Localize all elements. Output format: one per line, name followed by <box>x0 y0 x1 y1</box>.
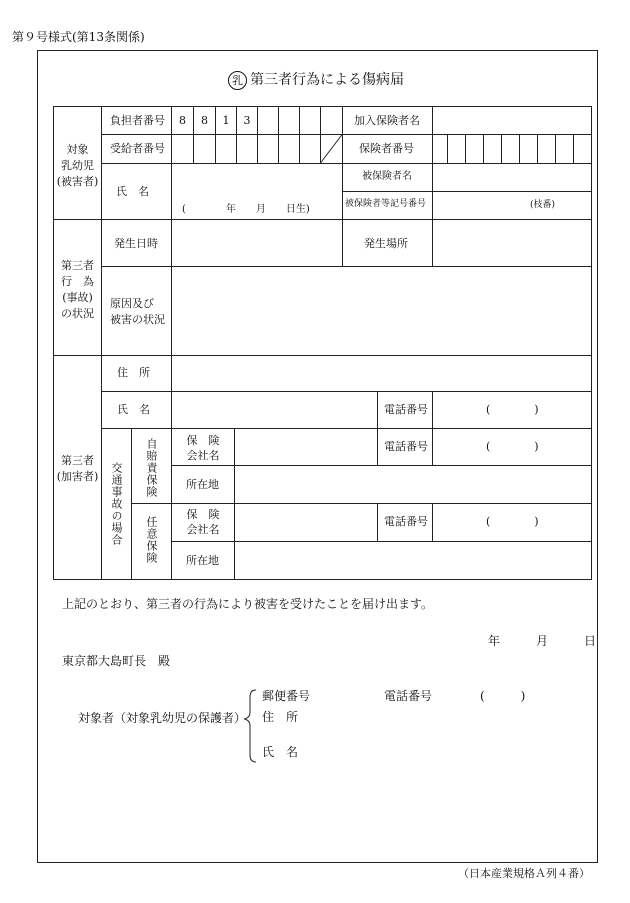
target-section-label: 対象 乳幼児 (被害者) <box>56 143 99 188</box>
insured-symbol-label: 被保険者等記号番号 <box>345 199 427 209</box>
occurrence-place-label: 発生場所 <box>364 237 408 250</box>
applicant-phone-paren: ( ) <box>480 689 526 703</box>
phone-paren-2: ( ) <box>486 440 539 453</box>
paper-standard: （日本産業規格Ａ列４番） <box>458 867 590 880</box>
location-label-1: 所在地 <box>186 478 219 491</box>
traffic-accident-label: 交通事故の場合 <box>110 462 123 546</box>
date-line: 年 月 日 <box>488 634 597 648</box>
phone-paren-3: ( ) <box>486 515 539 528</box>
third-party-section-label: 第三者 (加害者) <box>56 454 99 483</box>
insurance-company-label-1: 保 険 会社名 <box>186 434 220 462</box>
form-title-text: 第三者行為による傷病届 <box>250 72 404 88</box>
insured-name-label: 被保険者名 <box>362 171 412 182</box>
cause-label: 原因及び 被害の状況 <box>110 297 165 326</box>
applicant-phone-label: 電話番号 <box>384 689 433 703</box>
recipient-number-label: 受給者番号 <box>110 142 165 155</box>
address-label: 住 所 <box>117 366 150 379</box>
title-mark: 乳 <box>228 71 247 90</box>
occurrence-date-label: 発生日時 <box>114 237 158 250</box>
phone-paren-1: ( ) <box>486 403 539 416</box>
applicant-label: 対象者（対象乳幼児の保護者） <box>78 711 247 725</box>
digit-3: 1 <box>222 114 230 127</box>
name-label: 氏 名 <box>116 185 149 198</box>
phone-label-1: 電話番号 <box>384 403 428 416</box>
insurance-company-label-2: 保 険 会社名 <box>186 508 220 536</box>
brace-icon <box>244 690 256 762</box>
digit-1: 8 <box>179 114 186 127</box>
compulsory-insurance-label: 自賠責保険 <box>145 438 158 498</box>
insurer-name-label: 加入保険者名 <box>354 114 420 127</box>
phone-label-2: 電話番号 <box>384 440 428 453</box>
name2-label: 氏 名 <box>117 403 150 416</box>
location-label-2: 所在地 <box>186 554 219 567</box>
voluntary-insurance-label: 任意保険 <box>145 516 158 564</box>
third-party-act-section-label: 第三者 行 為 (事故) の状況 <box>61 259 94 320</box>
phone-label-3: 電話番号 <box>384 515 428 528</box>
applicant-address-label: 住 所 <box>262 710 299 724</box>
declaration: 上記のとおり、第三者の行為により被害を受けたことを届け出ます。 <box>62 597 434 611</box>
addressee: 東京都大島町長 殿 <box>62 654 171 668</box>
digit-2: 8 <box>201 114 208 127</box>
branch-number: (枝番) <box>530 200 556 210</box>
insurer-number-label: 保険者番号 <box>359 142 414 155</box>
birth-line: ( 年 月 日生) <box>182 204 310 215</box>
burden-number-label: 負担者番号 <box>110 114 165 127</box>
form-number: 第９号様式(第13条関係) <box>12 30 145 44</box>
digit-4: 3 <box>243 114 251 127</box>
applicant-name-label: 氏 名 <box>262 745 299 759</box>
postal-label: 郵便番号 <box>262 689 311 703</box>
